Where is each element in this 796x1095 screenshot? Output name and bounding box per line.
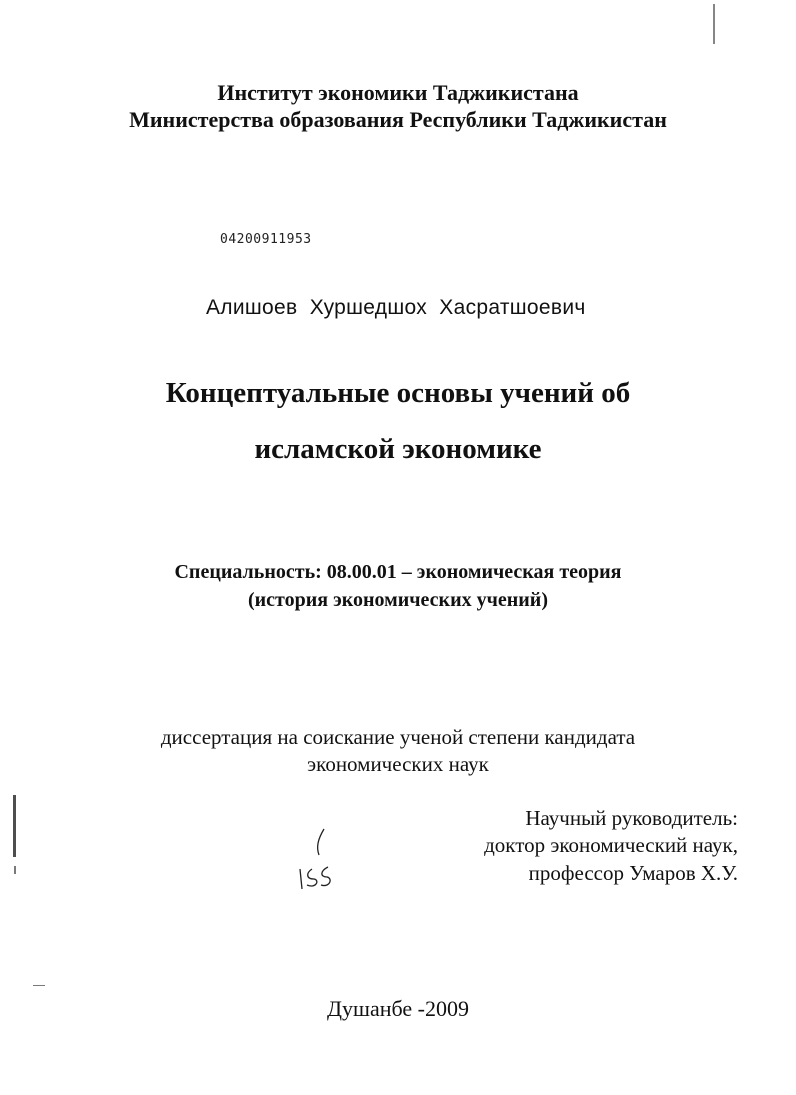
- place-and-year: Душанбе -2009: [327, 996, 469, 1021]
- author-name: Алишоев Хуршедшох Хасратшоевич: [206, 296, 586, 319]
- degree-statement-line2: экономических наук: [307, 752, 489, 776]
- dissertation-title-line2: исламской экономике: [254, 433, 542, 465]
- supervisor-heading: Научный руководитель:: [525, 806, 738, 830]
- institution-name: Институт экономики Таджикистана: [217, 80, 579, 105]
- dissertation-title-line1: Концептуальные основы учений об: [165, 377, 631, 409]
- supervisor-name: профессор Умаров Х.У.: [528, 861, 738, 885]
- supervisor-degree: доктор экономический наук,: [484, 833, 738, 857]
- specialty-subline: (история экономических учений): [248, 589, 548, 611]
- scan-edge-mark-left-small: [14, 866, 16, 874]
- scan-edge-mark-left: [13, 795, 16, 857]
- registration-code: 04200911953: [220, 232, 312, 247]
- specialty-line: Специальность: 08.00.01 – экономическая теория: [174, 561, 622, 583]
- handwritten-mark-icon: [292, 825, 342, 895]
- degree-statement-line1: диссертация на соискание ученой степени кандидата: [160, 725, 636, 749]
- scan-edge-mark-bottom-left: [33, 985, 45, 986]
- scan-edge-mark-top: [713, 4, 715, 44]
- ministry-name: Министерства образования Республики Таджикистан: [129, 107, 667, 132]
